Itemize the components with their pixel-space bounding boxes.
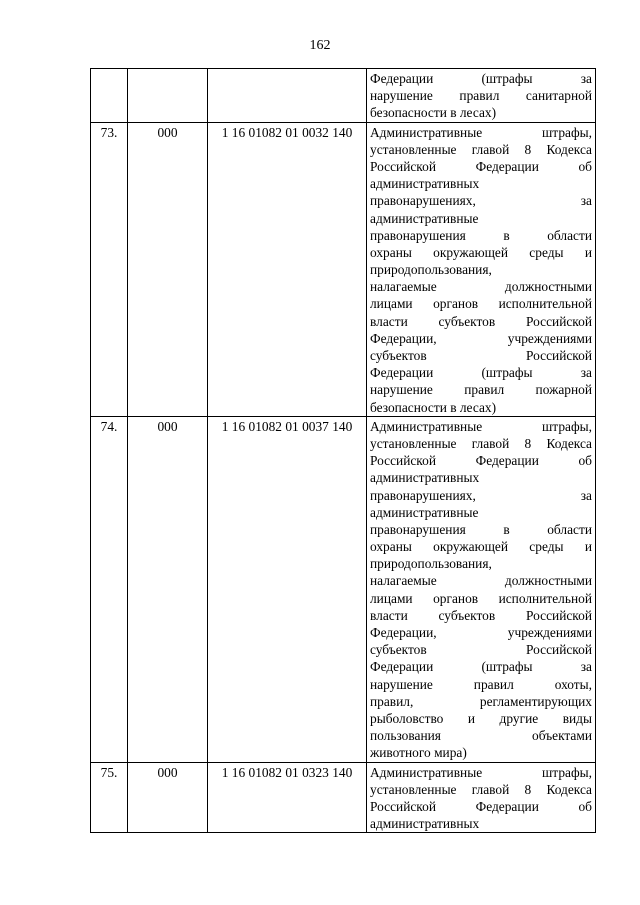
income-name-line: животного мира) — [370, 745, 467, 761]
administrator-code: 000 — [128, 122, 208, 416]
income-name-line: административные — [370, 210, 479, 226]
income-name — [367, 416, 596, 762]
classification-code: 1 16 01082 01 0037 140 — [208, 416, 367, 762]
income-name-line: Федерации (штрафы за — [370, 659, 592, 675]
income-name-line: административные — [370, 504, 479, 520]
income-name-line: пользования объектами — [370, 728, 592, 744]
income-name-line: установленные главой 8 Кодекса — [370, 435, 592, 451]
income-name-line: налагаемые должностными — [370, 279, 592, 295]
income-name-line: субъектов Российской — [370, 348, 592, 363]
income-name-line: природопользования, — [370, 262, 492, 278]
income-name-line: природопользования, — [370, 556, 492, 572]
income-name-line: установленные главой 8 Кодекса — [370, 781, 592, 797]
income-name-line: власти субъектов Российской — [370, 313, 592, 329]
administrator-code — [128, 69, 208, 123]
table-body — [91, 69, 596, 833]
income-name-line: Административные штрафы, — [370, 418, 592, 434]
income-name-line: охраны окружающей среды и — [370, 244, 592, 260]
table-row — [91, 69, 596, 123]
income-name-line: административных — [370, 816, 480, 832]
income-name-line: административных — [370, 470, 480, 486]
income-name-line: безопасности в лесах) — [370, 105, 497, 121]
income-name-line: власти субъектов Российской — [370, 607, 592, 623]
row-number: 74. — [91, 416, 128, 762]
income-name-line: лицами органов исполнительной — [370, 296, 592, 312]
income-name-line: правонарушениях, за — [370, 193, 592, 209]
income-name-line: охраны окружающей среды и — [370, 539, 592, 555]
income-name-line: Федерации (штрафы за — [370, 71, 592, 86]
income-name-line: Российской Федерации об — [370, 798, 592, 814]
income-name-line: Федерации, учреждениями — [370, 625, 592, 640]
income-name-line: административных — [370, 176, 480, 192]
income-name-line: правонарушения в области — [370, 227, 592, 243]
table-row — [91, 122, 596, 416]
income-name — [367, 69, 596, 123]
row-number: 73. — [91, 122, 128, 416]
income-name-line: Российской Федерации об — [370, 453, 592, 469]
income-name-line: нарушение правил охоты, — [370, 676, 592, 692]
page-number: 162 — [309, 38, 331, 53]
administrator-code: 000 — [128, 416, 208, 762]
classification-code — [208, 69, 367, 123]
income-name-line: безопасности в лесах) — [370, 399, 497, 415]
income-name-line: нарушение правил пожарной — [370, 382, 592, 398]
classification-code: 1 16 01082 01 0032 140 — [208, 122, 367, 416]
table-row — [91, 762, 596, 833]
income-name-line: Федерации (штрафы за — [370, 365, 592, 381]
income-name-line: установленные главой 8 Кодекса — [370, 141, 592, 157]
income-name-line: Федерации, учреждениями — [370, 330, 592, 346]
row-number: 75. — [91, 762, 128, 833]
income-name — [367, 122, 596, 416]
row-number — [91, 69, 128, 123]
income-name-line: Административные штрафы, — [370, 124, 592, 140]
income-name-line: Российской Федерации об — [370, 158, 592, 174]
income-name-line: рыболовство и другие виды — [370, 710, 592, 726]
classification-code: 1 16 01082 01 0323 140 — [208, 762, 367, 833]
income-name-line: Административные штрафы, — [370, 764, 592, 780]
income-name-line: правонарушения в области — [370, 521, 592, 537]
income-name-line: правонарушениях, за — [370, 487, 592, 503]
income-name-line: лицами органов исполнительной — [370, 590, 592, 606]
income-name — [367, 762, 596, 833]
income-name-line: правил, регламентирующих — [370, 693, 592, 709]
income-name-line: нарушение правил санитарной — [370, 88, 592, 104]
income-name-line: налагаемые должностными — [370, 573, 592, 589]
table-row — [91, 416, 596, 762]
income-name-line: субъектов Российской — [370, 642, 592, 658]
classification-table — [90, 68, 596, 833]
administrator-code: 000 — [128, 762, 208, 833]
